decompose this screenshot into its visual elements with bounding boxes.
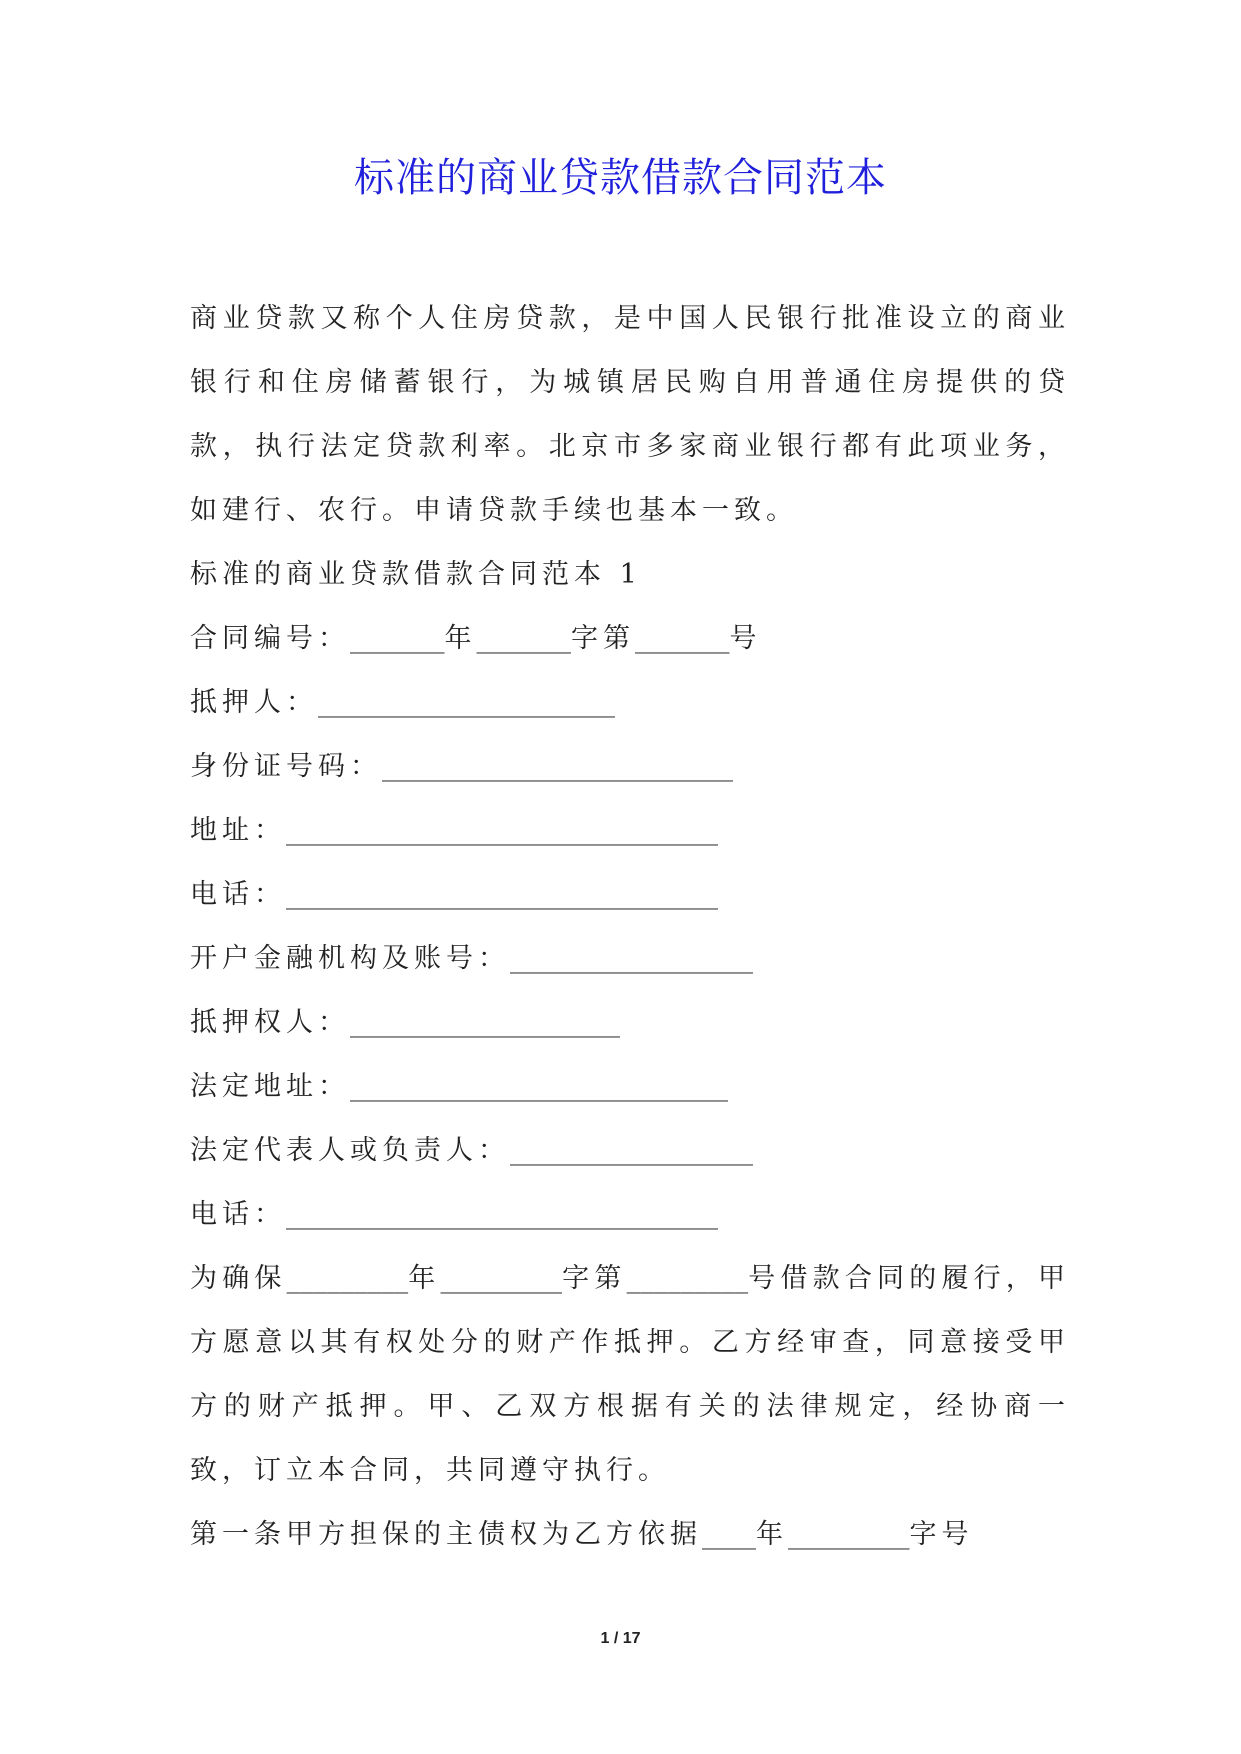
field-line [190,799,1070,863]
article-1-text: 第一条甲方担保的主债权为乙方依据 [190,1519,702,1550]
article-1-blank: ____ [702,1519,756,1550]
contract-number-zi: 字第 [571,623,635,654]
field-label: 电话： [190,879,286,910]
guarantee-text: 号借款合同的履行，甲方愿意以其有权处分的财产作抵押。乙方经审查，同意接受甲方的财产抵押。甲、乙双方根据有关的法律规定，经协商一致，订立本合同，共同遵守执行。 [190,1263,1071,1486]
document-title: 标准的商业贷款借款合同范本 [354,155,887,201]
contract-number-label: 合同编号： [190,623,350,654]
field-blank: __________________ [510,1135,753,1166]
guarantee-text: 字第 [561,1263,627,1294]
field-line [190,735,1070,799]
contract-number-line [190,607,1070,671]
guarantee-text: 为确保 [190,1263,287,1294]
field-line [190,1183,1070,1247]
field-blank: ________________________________ [286,1199,718,1230]
article-1-text: 字号 [909,1519,974,1550]
guarantee-text: 年 [408,1263,441,1294]
field-blank: ________________________________ [286,879,718,910]
guarantee-blank: _________ [626,1263,749,1294]
document-body [190,287,1070,1567]
article-1-text: 年 [756,1519,788,1550]
contract-number-year: 年 [444,623,477,654]
field-label: 开户金融机构及账号： [190,943,510,974]
field-blank: __________________________ [382,751,733,782]
field-label: 身份证号码： [190,751,382,782]
contract-subtitle: 标准的商业贷款借款合同范本 1 [190,559,642,590]
article-1-blank: _________ [788,1519,910,1550]
contract-number-blank: _______ [476,623,571,654]
field-blank: ____________________________ [350,1071,728,1102]
field-label: 地址： [190,815,286,846]
field-label: 抵押人： [190,687,318,718]
field-label: 法定地址： [190,1071,350,1102]
field-label: 法定代表人或负责人： [190,1135,510,1166]
page-number: 1 / 17 [600,1630,641,1647]
field-label: 抵押权人： [190,1007,350,1038]
field-blank: ____________________ [350,1007,620,1038]
intro-paragraph: 商业贷款又称个人住房贷款，是中国人民银行批准设立的商业银行和住房储蓄银行，为城镇居民购自用普通住房提供的贷款，执行法定贷款利率。北京市多家商业银行都有此项业务，如建行、农行。申请贷款手续也基本一致。 [190,303,1070,526]
field-line [190,1119,1070,1183]
guarantee-blank: _________ [440,1263,562,1294]
contract-number-blank: _______ [635,623,730,654]
field-line [190,991,1070,1055]
contract-number-blank: _______ [350,623,445,654]
field-line [190,863,1070,927]
field-blank: __________________ [510,943,753,974]
guarantee-blank: _________ [286,1263,409,1294]
field-label: 电话： [190,1199,286,1230]
contract-number-hao: 号 [729,623,762,654]
field-line [190,927,1070,991]
field-blank: ________________________________ [286,815,718,846]
field-line [190,1055,1070,1119]
article-1-line [190,1503,1070,1567]
field-line [190,671,1070,735]
field-blank: ______________________ [318,687,615,718]
guarantee-paragraph [190,1247,1070,1503]
